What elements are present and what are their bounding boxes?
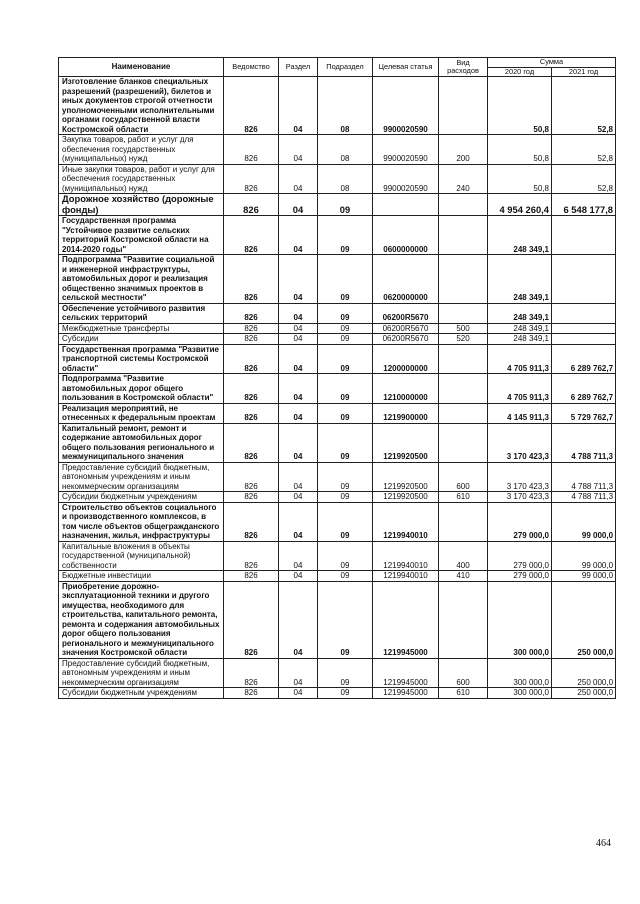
- row-section: 04: [279, 334, 318, 345]
- row-sum-2020: 300 000,0: [488, 581, 552, 658]
- row-subsection: 09: [318, 688, 373, 699]
- row-sum-2021: 6 289 762,7: [552, 374, 616, 404]
- row-name: Приобретение дорожно-эксплуатационной техники и другого имущества, необходимого для строительства, капитального ремонта, ремонта и содержания автомобильных дорог общего пользования регионального и межмуниципального значения Костромской области: [59, 581, 224, 658]
- row-target: 1219945000: [373, 581, 439, 658]
- row-sum-2021: 4 788 711,3: [552, 492, 616, 503]
- row-target: 1200000000: [373, 344, 439, 374]
- row-exp-type: [439, 255, 488, 304]
- table-header: [59, 58, 616, 77]
- row-section: 04: [279, 502, 318, 541]
- row-section: 04: [279, 323, 318, 334]
- row-dept: 826: [224, 688, 279, 699]
- row-sum-2020: 50,8: [488, 135, 552, 165]
- row-sum-2021: 99 000,0: [552, 541, 616, 571]
- row-dept: 826: [224, 541, 279, 571]
- table-row: [59, 403, 616, 423]
- header-year-2020: 2020 год: [488, 67, 552, 77]
- row-exp-type: [439, 194, 488, 216]
- row-section: 04: [279, 374, 318, 404]
- row-exp-type: 500: [439, 323, 488, 334]
- row-section: 04: [279, 164, 318, 194]
- row-sum-2021: 99 000,0: [552, 502, 616, 541]
- row-exp-type: 600: [439, 462, 488, 492]
- row-dept: 826: [224, 344, 279, 374]
- row-dept: 826: [224, 374, 279, 404]
- row-section: 04: [279, 571, 318, 582]
- row-section: 04: [279, 303, 318, 323]
- table-row: [59, 77, 616, 135]
- row-sum-2020: 50,8: [488, 77, 552, 135]
- row-exp-type: 600: [439, 658, 488, 688]
- row-dept: 826: [224, 492, 279, 503]
- row-exp-type: [439, 216, 488, 255]
- row-name: Субсидии бюджетным учреждениям: [59, 688, 224, 699]
- table-row: [59, 135, 616, 165]
- header-section: Раздел: [279, 58, 318, 77]
- row-section: 04: [279, 403, 318, 423]
- header-subsection: Подраздел: [318, 58, 373, 77]
- row-subsection: 09: [318, 216, 373, 255]
- row-subsection: 08: [318, 77, 373, 135]
- table-row: [59, 334, 616, 345]
- row-subsection: 09: [318, 323, 373, 334]
- row-sum-2021: [552, 323, 616, 334]
- row-target: 1219920500: [373, 492, 439, 503]
- table-row: [59, 374, 616, 404]
- row-exp-type: [439, 502, 488, 541]
- row-exp-type: [439, 303, 488, 323]
- row-dept: 826: [224, 77, 279, 135]
- row-sum-2021: 6 289 762,7: [552, 344, 616, 374]
- row-sum-2021: [552, 255, 616, 304]
- row-target: 9900020590: [373, 164, 439, 194]
- header-year-2021: 2021 год: [552, 67, 616, 77]
- row-exp-type: [439, 77, 488, 135]
- row-section: 04: [279, 216, 318, 255]
- row-sum-2021: 250 000,0: [552, 688, 616, 699]
- row-subsection: 09: [318, 492, 373, 503]
- row-target: 1219945000: [373, 658, 439, 688]
- row-sum-2021: 5 729 762,7: [552, 403, 616, 423]
- row-name: Строительство объектов социального и производственного комплексов, в том числе объектов общегражданского назначения, жилья, инфраструктуры: [59, 502, 224, 541]
- row-target: 9900020590: [373, 77, 439, 135]
- row-exp-type: 200: [439, 135, 488, 165]
- row-section: 04: [279, 135, 318, 165]
- row-sum-2020: 279 000,0: [488, 571, 552, 582]
- table-row: [59, 541, 616, 571]
- row-subsection: 09: [318, 344, 373, 374]
- row-sum-2020: 248 349,1: [488, 255, 552, 304]
- table-row: [59, 658, 616, 688]
- table-row: [59, 255, 616, 304]
- row-subsection: 09: [318, 194, 373, 216]
- row-dept: 826: [224, 403, 279, 423]
- row-name: Закупка товаров, работ и услуг для обеспечения государственных (муниципальных) нужд: [59, 135, 224, 165]
- row-sum-2021: [552, 216, 616, 255]
- row-section: 04: [279, 77, 318, 135]
- row-sum-2021: 52,8: [552, 164, 616, 194]
- header-target: Целевая статья: [373, 58, 439, 77]
- row-subsection: 08: [318, 135, 373, 165]
- row-name: Изготовление бланков специальных разрешений (разрешений), билетов и иных документов строгой отчетности уполномоченными исполнительными органами государственной власти Костромской области: [59, 77, 224, 135]
- row-section: 04: [279, 658, 318, 688]
- row-subsection: 09: [318, 571, 373, 582]
- row-target: 06200R5670: [373, 323, 439, 334]
- row-section: 04: [279, 581, 318, 658]
- row-subsection: 09: [318, 502, 373, 541]
- row-sum-2020: 300 000,0: [488, 658, 552, 688]
- row-name: Капитальные вложения в объекты государственной (муниципальной) собственности: [59, 541, 224, 571]
- row-sum-2020: 248 349,1: [488, 334, 552, 345]
- row-target: [373, 194, 439, 216]
- row-sum-2020: 50,8: [488, 164, 552, 194]
- table-row: [59, 462, 616, 492]
- row-name: Капитальный ремонт, ремонт и содержание автомобильных дорог общего пользования регионального и межмуниципального значения: [59, 423, 224, 462]
- row-name: Предоставление субсидий бюджетным, автономным учреждениям и иным некоммерческим организациям: [59, 658, 224, 688]
- row-target: 9900020590: [373, 135, 439, 165]
- row-sum-2021: 6 548 177,8: [552, 194, 616, 216]
- row-target: 1210000000: [373, 374, 439, 404]
- row-subsection: 09: [318, 334, 373, 345]
- row-target: 1219900000: [373, 403, 439, 423]
- row-exp-type: [439, 581, 488, 658]
- row-subsection: 09: [318, 658, 373, 688]
- row-subsection: 08: [318, 164, 373, 194]
- table-row: [59, 492, 616, 503]
- row-exp-type: [439, 374, 488, 404]
- row-sum-2020: 300 000,0: [488, 688, 552, 699]
- table-row: [59, 344, 616, 374]
- row-exp-type: 520: [439, 334, 488, 345]
- row-dept: 826: [224, 194, 279, 216]
- row-sum-2020: 248 349,1: [488, 303, 552, 323]
- row-target: 1219920500: [373, 462, 439, 492]
- row-name: Бюджетные инвестиции: [59, 571, 224, 582]
- row-sum-2020: 248 349,1: [488, 216, 552, 255]
- row-dept: 826: [224, 255, 279, 304]
- row-name: Иные закупки товаров, работ и услуг для обеспечения государственных (муниципальных) нужд: [59, 164, 224, 194]
- row-name: Реализация мероприятий, не отнесенных к федеральным проектам: [59, 403, 224, 423]
- page-number: 464: [596, 838, 611, 849]
- row-subsection: 09: [318, 303, 373, 323]
- row-sum-2020: 4 705 911,3: [488, 344, 552, 374]
- row-section: 04: [279, 688, 318, 699]
- row-exp-type: [439, 403, 488, 423]
- row-target: 1219940010: [373, 571, 439, 582]
- row-sum-2020: 4 705 911,3: [488, 374, 552, 404]
- row-target: 1219940010: [373, 541, 439, 571]
- row-sum-2021: 52,8: [552, 77, 616, 135]
- row-dept: 826: [224, 658, 279, 688]
- table-row: [59, 303, 616, 323]
- row-target: 06200R5670: [373, 303, 439, 323]
- row-dept: 826: [224, 334, 279, 345]
- row-target: 06200R5670: [373, 334, 439, 345]
- row-section: 04: [279, 541, 318, 571]
- row-dept: 826: [224, 216, 279, 255]
- row-subsection: 09: [318, 403, 373, 423]
- row-exp-type: 610: [439, 492, 488, 503]
- row-dept: 826: [224, 164, 279, 194]
- row-sum-2020: 3 170 423,3: [488, 462, 552, 492]
- row-exp-type: 610: [439, 688, 488, 699]
- row-name: Государственная программа "Развитие транспортной системы Костромской области": [59, 344, 224, 374]
- row-name: Межбюджетные трансферты: [59, 323, 224, 334]
- row-name: Предоставление субсидий бюджетным, автономным учреждениям и иным некоммерческим организациям: [59, 462, 224, 492]
- row-sum-2020: 279 000,0: [488, 502, 552, 541]
- row-dept: 826: [224, 462, 279, 492]
- row-target: 0620000000: [373, 255, 439, 304]
- row-section: 04: [279, 462, 318, 492]
- row-sum-2021: [552, 303, 616, 323]
- row-sum-2021: [552, 334, 616, 345]
- row-section: 04: [279, 492, 318, 503]
- row-sum-2020: 248 349,1: [488, 323, 552, 334]
- table-row: [59, 423, 616, 462]
- row-sum-2021: 250 000,0: [552, 658, 616, 688]
- row-exp-type: [439, 423, 488, 462]
- row-exp-type: 240: [439, 164, 488, 194]
- row-name: Подпрограмма "Развитие социальной и инженерной инфраструктуры, автомобильных дорог и реализация общественно значимых проектов в сельской местности": [59, 255, 224, 304]
- header-exp-type: Вид расходов: [439, 58, 488, 77]
- row-dept: 826: [224, 423, 279, 462]
- header-dept: Ведомство: [224, 58, 279, 77]
- row-subsection: 09: [318, 374, 373, 404]
- table-body: [59, 77, 616, 699]
- row-exp-type: 410: [439, 571, 488, 582]
- row-subsection: 09: [318, 255, 373, 304]
- table-row: [59, 216, 616, 255]
- row-name: Обеспечение устойчивого развития сельских территорий: [59, 303, 224, 323]
- row-sum-2020: 4 145 911,3: [488, 403, 552, 423]
- row-section: 04: [279, 255, 318, 304]
- row-sum-2020: 4 954 260,4: [488, 194, 552, 216]
- table-row: [59, 688, 616, 699]
- row-target: 1219945000: [373, 688, 439, 699]
- row-exp-type: [439, 344, 488, 374]
- row-subsection: 09: [318, 423, 373, 462]
- row-name: Субсидии бюджетным учреждениям: [59, 492, 224, 503]
- row-name: Государственная программа "Устойчивое развитие сельских территорий Костромской области на 2014-2020 годы": [59, 216, 224, 255]
- row-dept: 826: [224, 303, 279, 323]
- row-section: 04: [279, 194, 318, 216]
- row-dept: 826: [224, 502, 279, 541]
- row-section: 04: [279, 423, 318, 462]
- row-subsection: 09: [318, 462, 373, 492]
- header-sum: Сумма: [488, 58, 616, 68]
- table-row: [59, 581, 616, 658]
- row-sum-2020: 3 170 423,3: [488, 492, 552, 503]
- row-name: Субсидии: [59, 334, 224, 345]
- row-sum-2020: 279 000,0: [488, 541, 552, 571]
- table-row: [59, 502, 616, 541]
- table-row: [59, 323, 616, 334]
- row-target: 1219940010: [373, 502, 439, 541]
- row-dept: 826: [224, 135, 279, 165]
- table-row: [59, 194, 616, 216]
- row-target: 0600000000: [373, 216, 439, 255]
- row-sum-2021: 99 000,0: [552, 571, 616, 582]
- table-row: [59, 571, 616, 582]
- row-dept: 826: [224, 581, 279, 658]
- header-name: Наименование: [59, 58, 224, 77]
- row-subsection: 09: [318, 541, 373, 571]
- row-sum-2021: 4 788 711,3: [552, 423, 616, 462]
- row-dept: 826: [224, 323, 279, 334]
- row-sum-2021: 4 788 711,3: [552, 462, 616, 492]
- row-exp-type: 400: [439, 541, 488, 571]
- row-target: 1219920500: [373, 423, 439, 462]
- row-sum-2021: 250 000,0: [552, 581, 616, 658]
- row-section: 04: [279, 344, 318, 374]
- row-subsection: 09: [318, 581, 373, 658]
- row-name: Подпрограмма "Развитие автомобильных дорог общего пользования в Костромской области": [59, 374, 224, 404]
- budget-table: [58, 57, 616, 699]
- row-dept: 826: [224, 571, 279, 582]
- row-sum-2021: 52,8: [552, 135, 616, 165]
- row-sum-2020: 3 170 423,3: [488, 423, 552, 462]
- row-name: Дорожное хозяйство (дорожные фонды): [59, 194, 224, 216]
- table-row: [59, 164, 616, 194]
